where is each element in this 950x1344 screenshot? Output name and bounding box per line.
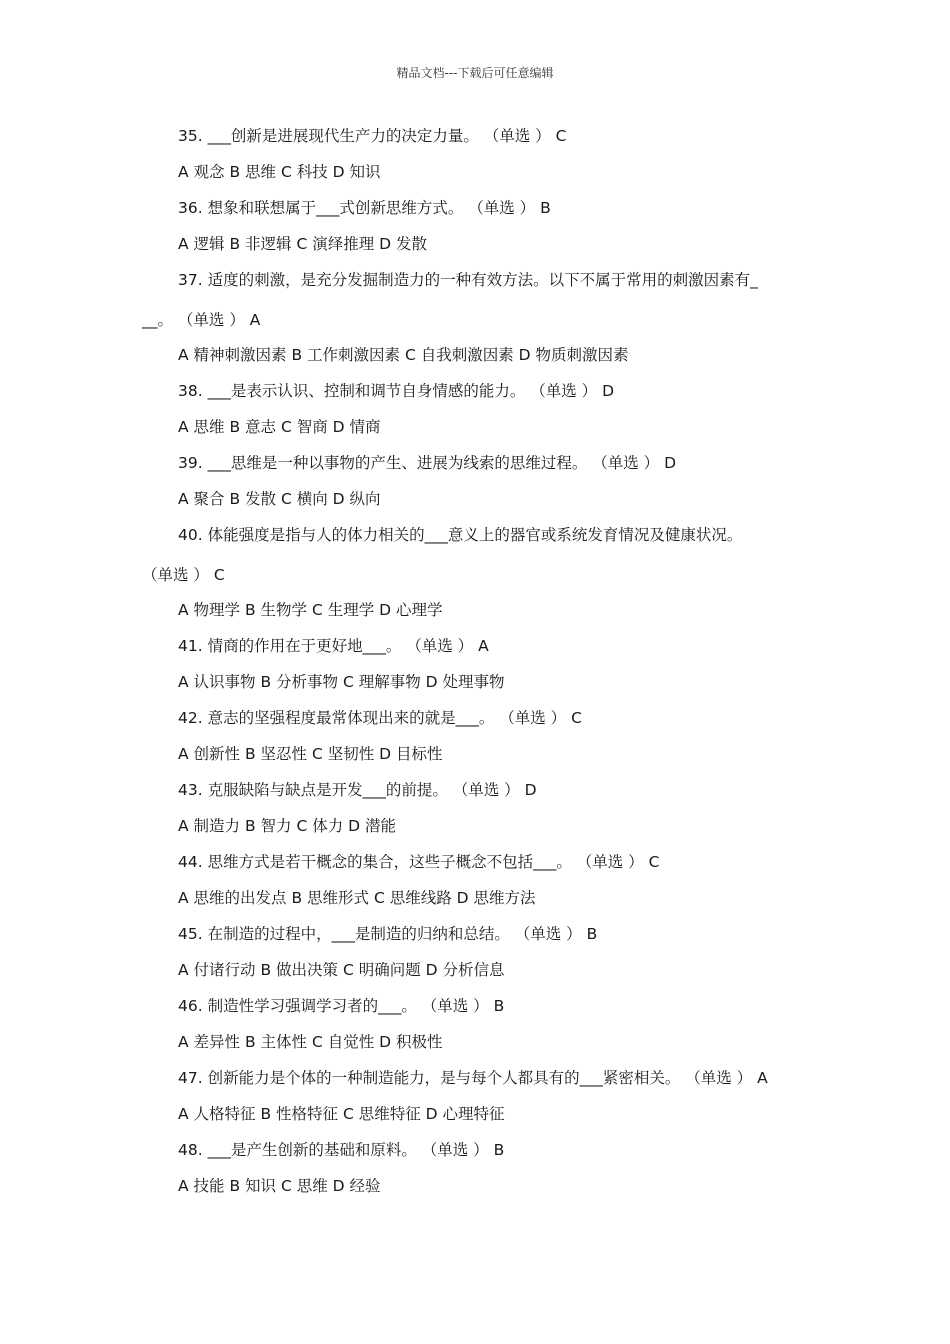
question-text: 35. ___创新是进展现代生产力的决定力量。 （单选 ） C — [178, 127, 567, 145]
question-text: 48. ___是产生创新的基础和原料。 （单选 ） B — [178, 1141, 505, 1159]
question-47 — [0, 1060, 950, 1132]
page-header: 精品文档---下载后可任意编辑 — [396, 66, 554, 80]
question-text: 36. 想象和联想属于___式创新思维方式。 （单选 ） B — [178, 199, 551, 217]
question-text-continued: （单选 ） C — [142, 566, 225, 584]
question-text: 44. 思维方式是若干概念的集合，这些子概念不包括___。 （单选 ） C — [178, 853, 660, 871]
question-text: 42. 意志的坚强程度最常体现出来的就是___。 （单选 ） C — [178, 709, 582, 727]
question-options: A 思维 B 意志 C 智商 D 情商 — [178, 418, 381, 436]
question-options: A 精神刺激因素 B 工作刺激因素 C 自我刺激因素 D 物质刺激因素 — [178, 346, 629, 364]
question-37 — [0, 262, 950, 373]
question-options: A 观念 B 思维 C 科技 D 知识 — [178, 163, 381, 181]
question-options: A 思维的出发点 B 思维形式 C 思维线路 D 思维方法 — [178, 889, 536, 907]
question-text: 46. 制造性学习强调学习者的___。 （单选 ） B — [178, 997, 505, 1015]
question-38 — [0, 373, 950, 445]
question-options: A 认识事物 B 分析事物 C 理解事物 D 处理事物 — [178, 673, 505, 691]
question-options: A 付诸行动 B 做出决策 C 明确问题 D 分析信息 — [178, 961, 505, 979]
question-options: A 技能 B 知识 C 思维 D 经验 — [178, 1177, 381, 1195]
question-44 — [0, 844, 950, 916]
question-options: A 物理学 B 生物学 C 生理学 D 心理学 — [178, 601, 443, 619]
question-40 — [0, 517, 950, 628]
question-48 — [0, 1132, 950, 1204]
question-39 — [0, 445, 950, 517]
question-text: 40. 体能强度是指与人的体力相关的___意义上的器官或系统发育情况及健康状况。 — [178, 526, 743, 544]
question-42 — [0, 700, 950, 772]
question-options: A 创新性 B 坚忍性 C 坚韧性 D 目标性 — [178, 745, 443, 763]
question-options: A 差异性 B 主体性 C 自觉性 D 积极性 — [178, 1033, 443, 1051]
question-text-continued: __。 （单选 ） A — [142, 311, 261, 329]
question-text: 47. 创新能力是个体的一种制造能力，是与每个人都具有的___紧密相关。 （单选 ） A — [178, 1069, 768, 1087]
question-options: A 制造力 B 智力 C 体力 D 潜能 — [178, 817, 396, 835]
question-36 — [0, 190, 950, 262]
question-text: 41. 情商的作用在于更好地___。 （单选 ） A — [178, 637, 489, 655]
question-options: A 人格特征 B 性格特征 C 思维特征 D 心理特征 — [178, 1105, 505, 1123]
question-options: A 聚合 B 发散 C 横向 D 纵向 — [178, 490, 381, 508]
question-43 — [0, 772, 950, 844]
question-45 — [0, 916, 950, 988]
question-text: 37. 适度的刺激，是充分发掘制造力的一种有效方法。以下不属于常用的刺激因素有_ — [178, 271, 758, 289]
question-text: 45. 在制造的过程中，___是制造的归纳和总结。 （单选 ） B — [178, 925, 598, 943]
question-text: 39. ___思维是一种以事物的产生、进展为线索的思维过程。 （单选 ） D — [178, 454, 677, 472]
question-46 — [0, 988, 950, 1060]
question-text: 38. ___是表示认识、控制和调节自身情感的能力。 （单选 ） D — [178, 382, 615, 400]
question-text: 43. 克服缺陷与缺点是开发___的前提。 （单选 ） D — [178, 781, 537, 799]
question-41 — [0, 628, 950, 700]
question-35 — [0, 118, 950, 190]
question-list — [0, 118, 950, 1204]
question-options: A 逻辑 B 非逻辑 C 演绎推理 D 发散 — [178, 235, 427, 253]
